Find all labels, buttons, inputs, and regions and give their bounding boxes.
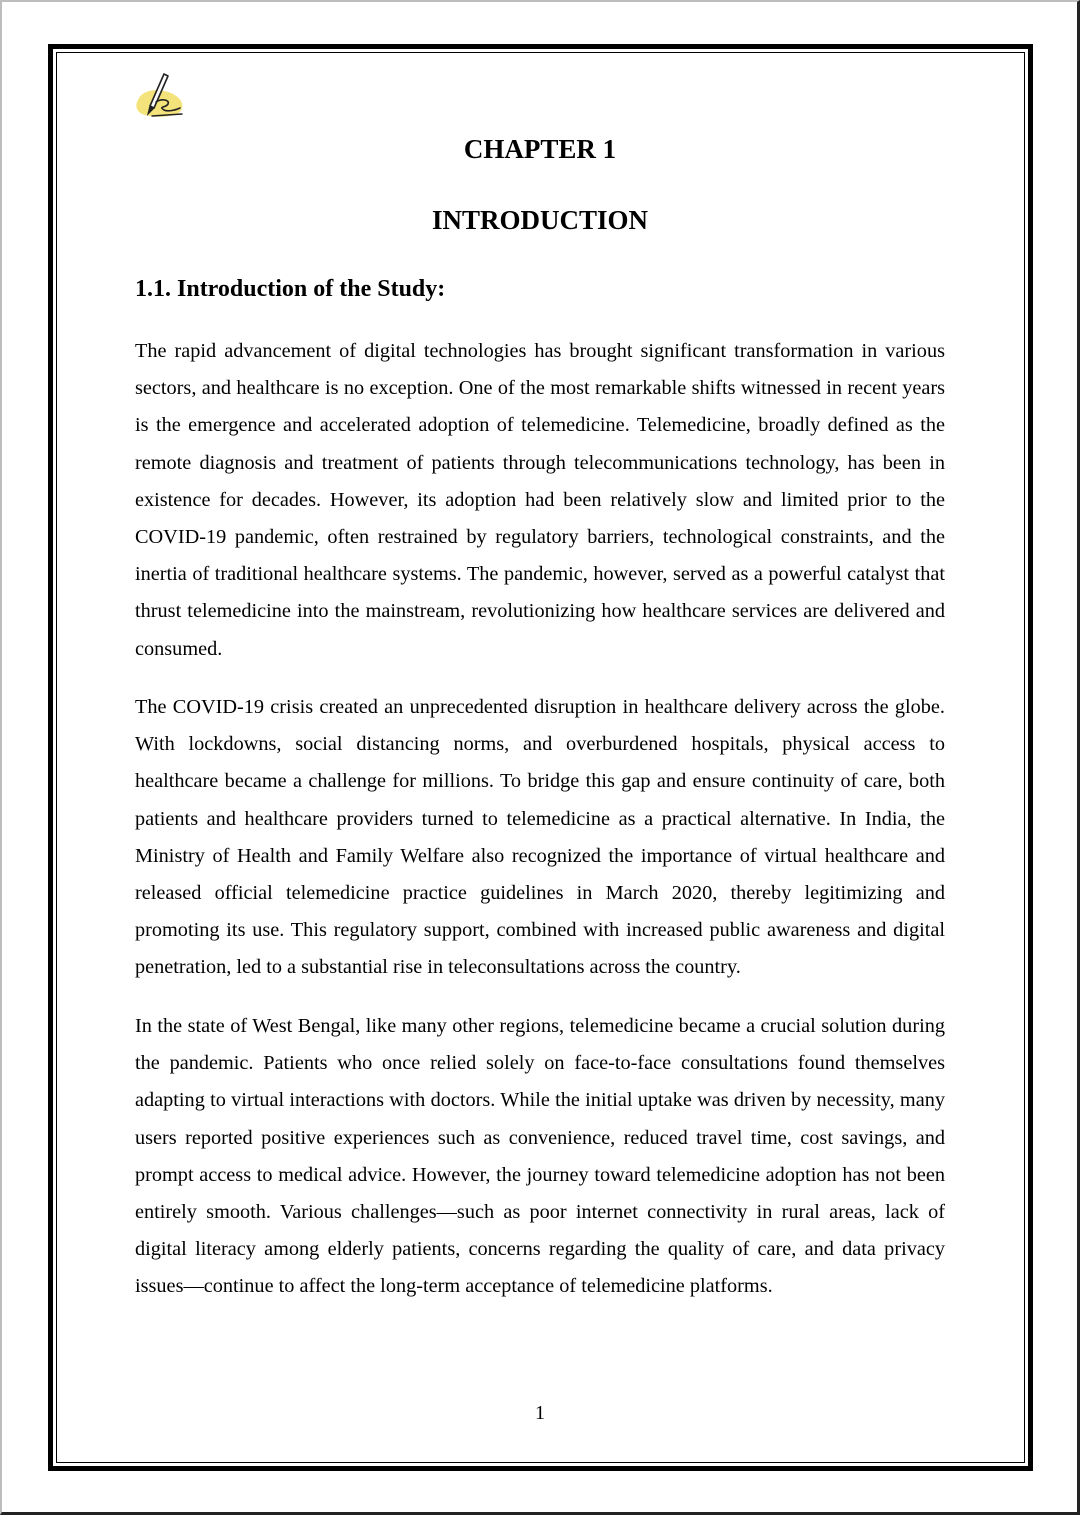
pen-note-icon xyxy=(134,70,190,120)
chapter-title: INTRODUCTION xyxy=(431,205,649,235)
paragraph: The COVID-19 crisis created an unprecedented disruption in healthcare delivery across the globe. With lockdowns, social distancing norms, and overburdened hospitals, physical access to healthcare became a challenge for millions. To bridge this gap and ensure continuity of care, both patients and healthcare providers turned to telemedicine as a practical alternative. In India, the Ministry of Health and Family Welfare also recognized the importance of virtual healthcare and released official telemedicine practice guidelines in March 2020, thereby legitimizing and promoting its use. This regulatory support, combined with increased public awareness and digital penetration, led to a substantial rise in teleconsultations across the country. xyxy=(135,696,945,979)
chapter-label: CHAPTER 1 xyxy=(463,134,617,164)
page-number: 1 xyxy=(535,1402,545,1424)
paragraph: The rapid advancement of digital technologies has brought significant transformation in various sectors, and healthcare is no exception. One of the most remarkable shifts witnessed in recent years is the emergence and accelerated adoption of telemedicine. Telemedicine, broadly defined as the remote diagnosis and treatment of patients through telecommunications technology, has been in existence for decades. However, its adoption had been relatively slow and limited prior to the COVID-19 pandemic, often restrained by regulatory barriers, technological constraints, and the inertia of traditional healthcare systems. The pandemic, however, served as a powerful catalyst that thrust telemedicine into the mainstream, revolutionizing how healthcare services are delivered and consumed. xyxy=(135,340,945,660)
paragraph: In the state of West Bengal, like many other regions, telemedicine became a crucial solution during the pandemic. Patients who once relied solely on face-to-face consultations found themselves adapting to virtual interactions with doctors. While the initial uptake was driven by necessity, many users reported positive experiences such as convenience, reduced travel time, cost savings, and prompt access to medical advice. However, the journey toward telemedicine adoption has not been entirely smooth. Various challenges—such as poor internet connectivity in rural areas, lack of digital literacy among elderly patients, concerns regarding the quality of care, and data privacy issues—continue to affect the long-term acceptance of telemedicine platforms. xyxy=(135,1015,945,1298)
section-heading: 1.1. Introduction of the Study: xyxy=(135,276,446,302)
